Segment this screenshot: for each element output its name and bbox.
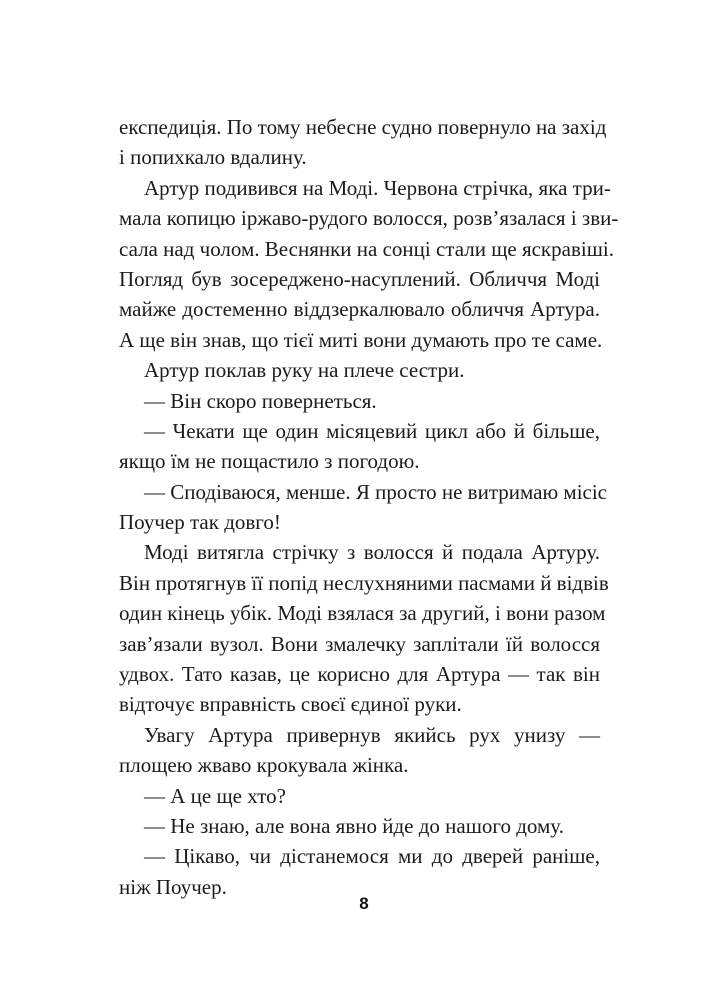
- text-line: площею жваво крокувала жінка.: [119, 753, 409, 778]
- text-line: — Чекати ще один місяцевий цикл або й більше,: [144, 418, 600, 443]
- text-line: — Цікаво, чи дістанемося ми до дверей раніше,: [144, 844, 600, 869]
- text-line: Артур поклав руку на плече сестри.: [144, 358, 465, 383]
- text-line: Артур подивився на Моді. Червона стрічка, яка три-: [144, 175, 611, 200]
- text-line: Моді витягла стрічку з волосся й подала Артуру.: [144, 540, 600, 565]
- text-line: — Він скоро повернеться.: [144, 388, 377, 413]
- text-line: — А це ще хто?: [144, 783, 286, 808]
- text-line: Поучер так довго!: [119, 510, 281, 535]
- text-line: А ще він знав, що тієї миті вони думають про те саме.: [119, 327, 603, 352]
- text-line: майже достеменно віддзеркалювало обличчя Артура.: [119, 297, 600, 322]
- text-line: якщо їм не пощастило з погодою.: [119, 449, 420, 474]
- text-line: удвох. Тато казав, це корисно для Артура — так він: [119, 662, 600, 687]
- text-line: — Не знаю, але вона явно йде до нашого дому.: [144, 813, 564, 838]
- text-line: зав’язали вузол. Вони змалечку заплітали їй волосся: [119, 631, 600, 656]
- text-line: експедиція. По тому небесне судно повернуло на захід: [119, 115, 607, 139]
- text-line: Він протягнув її попід неслухняними пасмами й відвів: [119, 570, 609, 595]
- text-line: — Сподіваюся, менше. Я просто не витримаю місіс: [144, 479, 608, 504]
- text-line: сала над чолом. Веснянки на сонці стали ще яскравіші.: [119, 236, 614, 261]
- text-line: ніж Поучер.: [119, 874, 227, 899]
- body-text: [119, 112, 619, 902]
- text-line: Увагу Артура привернув якийсь рух унизу —: [144, 722, 600, 747]
- text-line: відточує вправність своєї єдиної руки.: [119, 692, 462, 717]
- text-line: Погляд був зосереджено-насуплений. Обличчя Моді: [119, 266, 600, 291]
- page-number: 8: [359, 894, 369, 913]
- text-line: один кінець убік. Моді взялася за другий, і вони разом: [119, 601, 606, 626]
- text-line: і попихкало вдалину.: [119, 145, 307, 170]
- text-line: мала копицю іржаво-рудого волосся, розв’язалася і зви-: [119, 206, 619, 231]
